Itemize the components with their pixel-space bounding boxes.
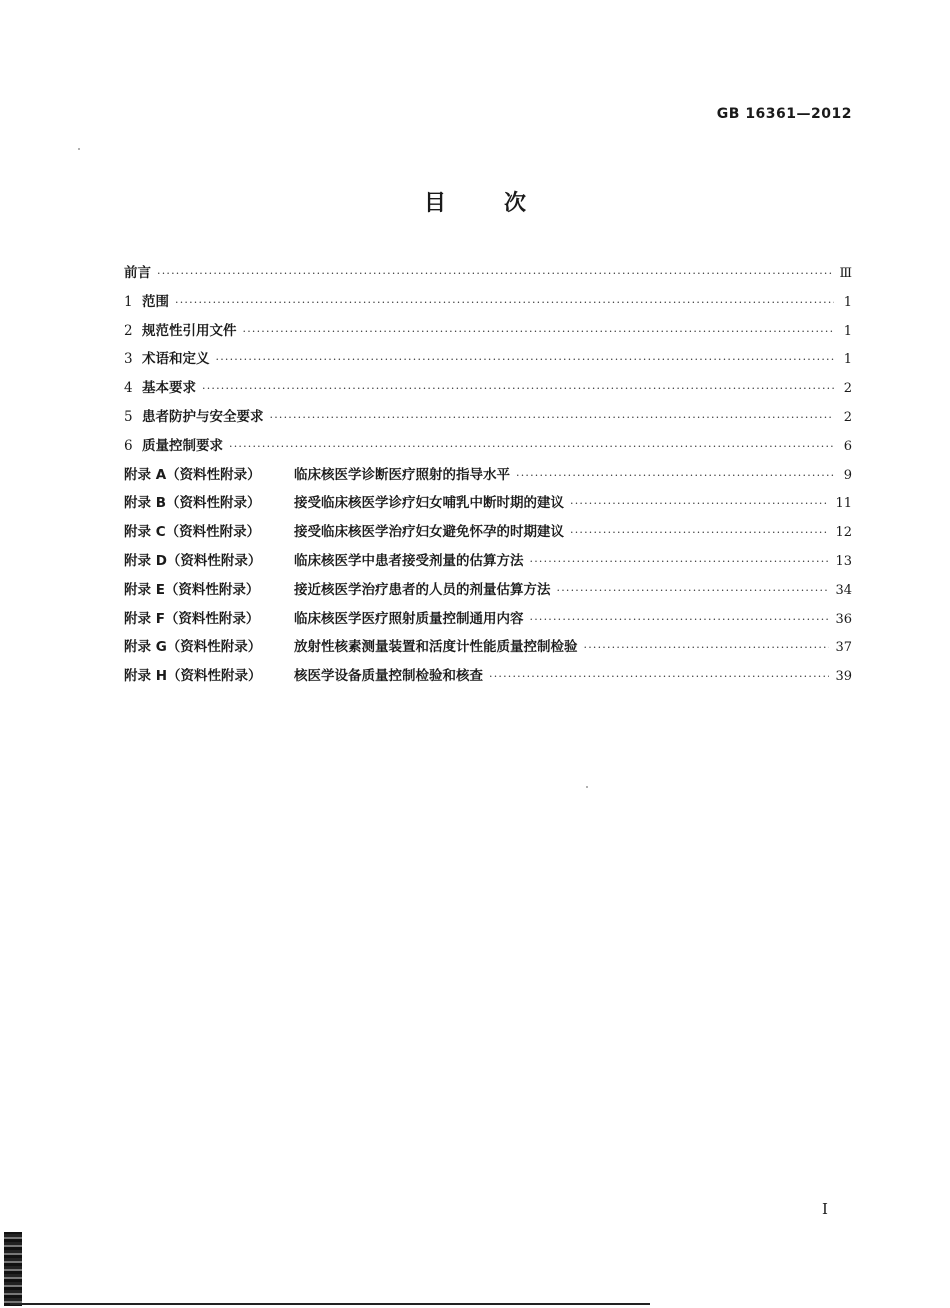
- toc-entry-page: 36: [835, 611, 852, 627]
- toc-entry-1[interactable]: [124, 288, 852, 317]
- toc-entry-appendix-g[interactable]: [124, 633, 852, 662]
- toc-entry-appendix-f[interactable]: [124, 605, 852, 634]
- table-of-contents: [124, 259, 852, 691]
- toc-entry-number: 6: [124, 437, 133, 454]
- toc-entry-page: 11: [835, 496, 852, 512]
- toc-entry-6[interactable]: [124, 432, 852, 461]
- toc-entry-page: 1: [843, 352, 852, 368]
- toc-entry-2[interactable]: [124, 317, 852, 346]
- toc-entry-label-wrap: [124, 374, 196, 403]
- toc-appendix-tag: 附录 H（资料性附录）: [124, 668, 262, 685]
- toc-appendix-tag: 附录 F（资料性附录）: [124, 610, 260, 627]
- toc-entry-appendix-h[interactable]: [124, 662, 852, 691]
- toc-entry-label: 患者防护与安全要求: [142, 408, 264, 425]
- toc-entry-label: 临床核医学医疗照射质量控制通用内容: [294, 610, 524, 627]
- toc-entry-label-wrap: [124, 432, 223, 461]
- toc-entry-label: 接近核医学治疗患者的人员的剂量估算方法: [294, 581, 551, 598]
- toc-entry-label: 接受临床核医学治疗妇女避免怀孕的时期建议: [294, 524, 564, 541]
- toc-entry-label-wrap: [124, 605, 524, 634]
- toc-entry-5[interactable]: [124, 403, 852, 432]
- toc-entry-page: 13: [835, 553, 852, 569]
- toc-entry-page: 2: [843, 409, 852, 425]
- toc-entry-page: 2: [843, 381, 852, 397]
- toc-entry-page: 12: [835, 525, 852, 541]
- toc-leader-dots: [584, 634, 830, 663]
- toc-leader-dots: [557, 577, 830, 606]
- toc-entry-page: 37: [835, 640, 852, 656]
- toc-entry-label-wrap: [124, 489, 564, 518]
- toc-entry-label-wrap: [124, 461, 510, 490]
- toc-appendix-tag: 附录 E（资料性附录）: [124, 581, 260, 598]
- page-title: 目次: [423, 191, 584, 216]
- toc-entry-label: 临床核医学中患者接受剂量的估算方法: [294, 552, 524, 569]
- toc-leader-dots: [175, 289, 834, 318]
- scan-bottom-edge: [10, 1303, 650, 1305]
- toc-leader-dots: [530, 606, 830, 635]
- toc-entry-label: 质量控制要求: [142, 437, 223, 454]
- toc-entry-page: 6: [843, 438, 852, 454]
- toc-entry-label-wrap: [124, 633, 578, 662]
- toc-entry-number: 4: [124, 380, 133, 397]
- standard-code: GB 16361—2012: [716, 106, 852, 122]
- toc-entry-label-wrap: [124, 345, 210, 374]
- toc-entry-page: 39: [835, 669, 852, 685]
- toc-leader-dots: [157, 260, 833, 289]
- toc-leader-dots: [530, 548, 830, 577]
- toc-entry-label-wrap: [124, 576, 551, 605]
- toc-entry-label: 基本要求: [142, 380, 196, 397]
- toc-entry-label: 术语和定义: [142, 351, 210, 368]
- toc-entry-label-wrap: [124, 317, 237, 346]
- toc-appendix-tag: 附录 C（资料性附录）: [124, 524, 261, 541]
- toc-appendix-tag: 附录 D（资料性附录）: [124, 552, 262, 569]
- toc-entry-page: Ⅲ: [839, 266, 852, 281]
- toc-entry-page: 34: [835, 582, 852, 598]
- toc-entry-number: 2: [124, 322, 133, 339]
- toc-leader-dots: [270, 404, 835, 433]
- toc-entry-label: 前言: [124, 265, 151, 281]
- toc-entry-number: 1: [124, 293, 133, 310]
- toc-entry-3[interactable]: [124, 345, 852, 374]
- toc-entry-appendix-e[interactable]: [124, 576, 852, 605]
- toc-leader-dots: [202, 375, 834, 404]
- toc-entry-label-wrap: [124, 547, 524, 576]
- toc-entry-number: 3: [124, 351, 133, 368]
- toc-leader-dots: [243, 318, 835, 347]
- toc-leader-dots: [216, 346, 835, 375]
- toc-entry-label: 临床核医学诊断医疗照射的指导水平: [294, 466, 510, 483]
- toc-entry-number: 5: [124, 408, 133, 425]
- scan-speck: [586, 786, 588, 788]
- toc-appendix-tag: 附录 A（资料性附录）: [124, 466, 261, 483]
- toc-entry-label-wrap: [124, 518, 564, 547]
- toc-entry-label: 规范性引用文件: [142, 322, 237, 339]
- toc-entry-label-wrap: [124, 662, 483, 691]
- toc-entry-label: 范围: [142, 293, 169, 310]
- toc-entry-appendix-a[interactable]: [124, 461, 852, 490]
- toc-entry-appendix-b[interactable]: [124, 489, 852, 518]
- toc-leader-dots: [229, 433, 834, 462]
- toc-leader-dots: [570, 490, 829, 519]
- toc-entry-page: 9: [843, 467, 852, 483]
- toc-entry-label-wrap: [124, 288, 169, 317]
- toc-entry-page: 1: [843, 294, 852, 310]
- toc-entry-label: 核医学设备质量控制检验和核查: [294, 668, 483, 685]
- toc-leader-dots: [570, 519, 829, 548]
- toc-entry-preface[interactable]: [124, 259, 852, 288]
- toc-entry-page: 1: [843, 323, 852, 339]
- scan-edge-mark: [4, 1232, 22, 1306]
- toc-appendix-tag: 附录 B（资料性附录）: [124, 495, 261, 512]
- page-number: I: [822, 1200, 828, 1218]
- toc-entry-appendix-c[interactable]: [124, 518, 852, 547]
- toc-entry-label: 接受临床核医学诊疗妇女哺乳中断时期的建议: [294, 495, 564, 512]
- toc-entry-4[interactable]: [124, 374, 852, 403]
- toc-entry-label: 放射性核素测量装置和活度计性能质量控制检验: [294, 639, 578, 656]
- toc-leader-dots: [516, 462, 834, 491]
- toc-entry-label-wrap: [124, 403, 264, 432]
- toc-leader-dots: [489, 663, 829, 692]
- toc-entry-appendix-d[interactable]: [124, 547, 852, 576]
- toc-appendix-tag: 附录 G（资料性附录）: [124, 639, 262, 656]
- scan-speck: [78, 148, 80, 150]
